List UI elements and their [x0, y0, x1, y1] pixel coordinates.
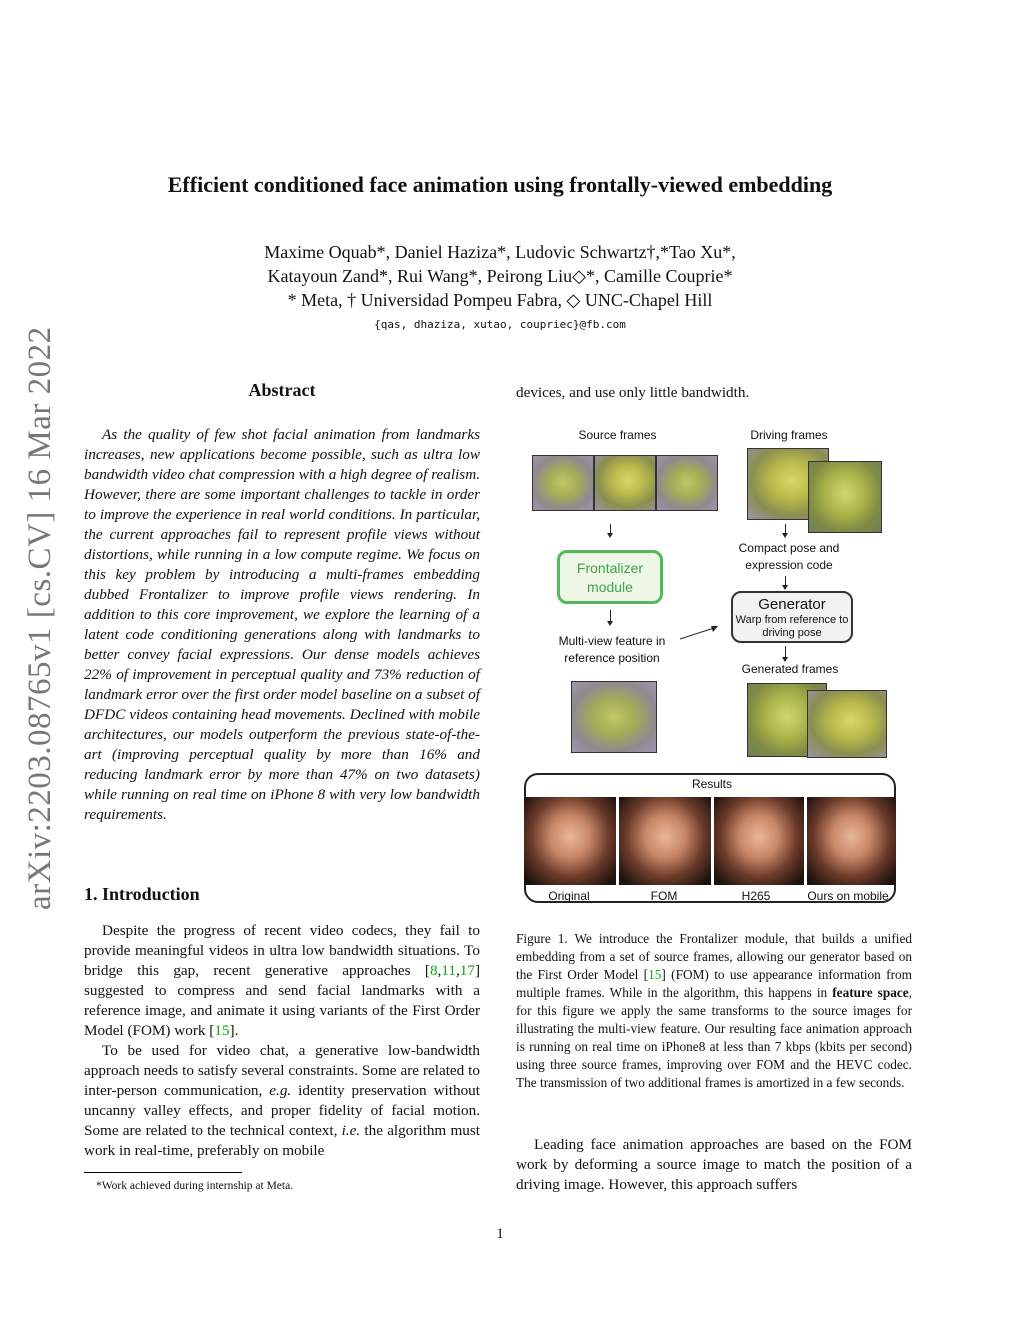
introduction-text — [84, 921, 480, 1161]
result-image-original — [524, 797, 616, 885]
footnote-rule — [84, 1172, 242, 1173]
abstract-heading: Abstract — [248, 380, 316, 400]
abstract-text: As the quality of few shot facial animation from landmarks increases, new applications become possible, such as ultra low bandwidth video chat compression with a high degree of realism. However, there are some important challenges to tackle in order to improve the experience in real world conditions. In particular, the current approaches fail to represent profile views without distortions, while running in a low compute regime. We focus on this key problem by introducing a multi-frames embedding dubbed Frontalizer to improve profile views rendering. In addition to this core improvement, we explore the learning of a latent code conditioning generations along with landmarks to better convey facial expressions. Our dense models achieves 22% of improvement in perceptual quality and 73% reduction of landmark error over the first order model baseline on a subset of DFDC videos containing head movements. Declined with mobile architectures, our models outperform the previous state-of-the-art (improving perceptual quality by more than 16% and reducing landmark error by more than 47% on two datasets) while running on real time on iPhone 8 with very low bandwidth requirements. — [84, 426, 480, 823]
right-column-top-text: devices, and use only little bandwidth. — [516, 384, 750, 401]
right-column-bottom-text: Leading face animation approaches are based on the FOM work by deforming a source image to match the position of a driving image. However, this approach suffers — [516, 1136, 912, 1193]
paper-title: Efficient conditioned face animation using frontally-viewed embedding — [167, 172, 833, 197]
citation-link[interactable]: 15 — [648, 967, 662, 982]
multiview-feature-image — [571, 681, 657, 753]
author-line-1: Maxime Oquab*, Daniel Haziza*, Ludovic Schwartz†,*Tao Xu*, — [264, 242, 736, 262]
label-source-frames: Source frames — [578, 428, 657, 442]
arrow-down-icon — [782, 585, 788, 590]
generator-subtitle: Warp from reference to driving pose — [735, 614, 849, 639]
result-image-ours-mobile — [807, 797, 896, 885]
arrow-down-icon — [607, 533, 613, 538]
author-line-2: Katayoun Zand*, Rui Wang*, Peirong Liu◇*, Camille Couprie* — [267, 266, 733, 286]
author-emails: {qas, dhaziza, xutao, coupriec}@fb.com — [374, 318, 626, 331]
figure-1-caption: Figure 1. We introduce the Frontalizer module, that builds a unified embedding from a set of source frames, allowing our generator based on the First Order Model [15] (FOM) to use appearance information from multiple frames. While in the algorithm, this happens in feature space, for this figure we apply the same transforms to the source images for illustrating the multi-view feature. Our resulting face animation approach is running on real time on iPhone8 at less than 7 kbps (kbits per second) using three source frames, improving over FOM and the HEVC codec. The transmission of two additional frames is amortized in a few seconds. — [516, 931, 912, 1090]
citation-link[interactable]: 17 — [459, 962, 475, 979]
arrow-down-icon — [782, 533, 788, 538]
label-driving-frames: Driving frames — [750, 428, 828, 442]
label-generated-frames: Generated frames — [741, 662, 839, 676]
driving-frame-image — [808, 461, 882, 533]
arrow-down-icon — [607, 621, 613, 626]
citation-link[interactable]: 8 — [429, 962, 438, 979]
result-image-fom — [619, 797, 711, 885]
label-multiview-feature: Multi-view feature in reference position — [558, 634, 666, 665]
generated-frame-image — [807, 690, 887, 758]
intro-paragraph-1: Despite the progress of recent video codecs, they fail to provide meaningful videos in ultra low bandwidth situations. To bridge this gap, recent generative approaches [8,11,17] suggested to compress and send facial landmarks with a reference image, and animate it using variants of the First Order Model (FOM) work [15]. — [84, 922, 480, 1039]
frontalizer-module-box: Frontalizer module — [557, 550, 663, 604]
result-label-fom: FOM — [650, 889, 678, 903]
result-label-h265: H265 — [741, 889, 771, 903]
page-number: 1 — [496, 1226, 504, 1242]
generator-box — [731, 591, 853, 643]
label-results: Results — [691, 777, 732, 791]
result-image-h265 — [714, 797, 804, 885]
citation-link[interactable]: 15 — [214, 1022, 230, 1039]
intro-paragraph-2: To be used for video chat, a generative low-bandwidth approach needs to satisfy several constraints. Some are related to inter-person communication, e.g. identity preservation without uncanny valley effects, and proper fidelity of facial motion. Some are related to the technical context, i.e. the algorithm must work in real-time, preferably on mobile — [84, 1042, 480, 1159]
source-frame-image — [594, 455, 656, 511]
affiliation-line: * Meta, † Universidad Pompeu Fabra, ◇ UNC-Chapel Hill — [287, 290, 713, 310]
arxiv-sidebar-id: arXiv:2203.08765v1 [cs.CV] 16 Mar 2022 — [22, 326, 58, 910]
source-frame-image — [656, 455, 718, 511]
source-frame-image — [532, 455, 594, 511]
arrow-to-generator-icon — [678, 622, 720, 642]
introduction-heading: 1. Introduction — [84, 884, 200, 904]
label-compact-code: Compact pose and expression code — [738, 541, 840, 572]
author-block — [160, 240, 840, 312]
result-label-ours-mobile: Ours on mobile — [807, 889, 889, 903]
citation-link[interactable]: 11 — [441, 962, 456, 979]
generator-title: Generator — [758, 596, 826, 613]
footnote: *Work achieved during internship at Meta. — [96, 1180, 294, 1192]
result-label-original: Original — [548, 889, 590, 903]
